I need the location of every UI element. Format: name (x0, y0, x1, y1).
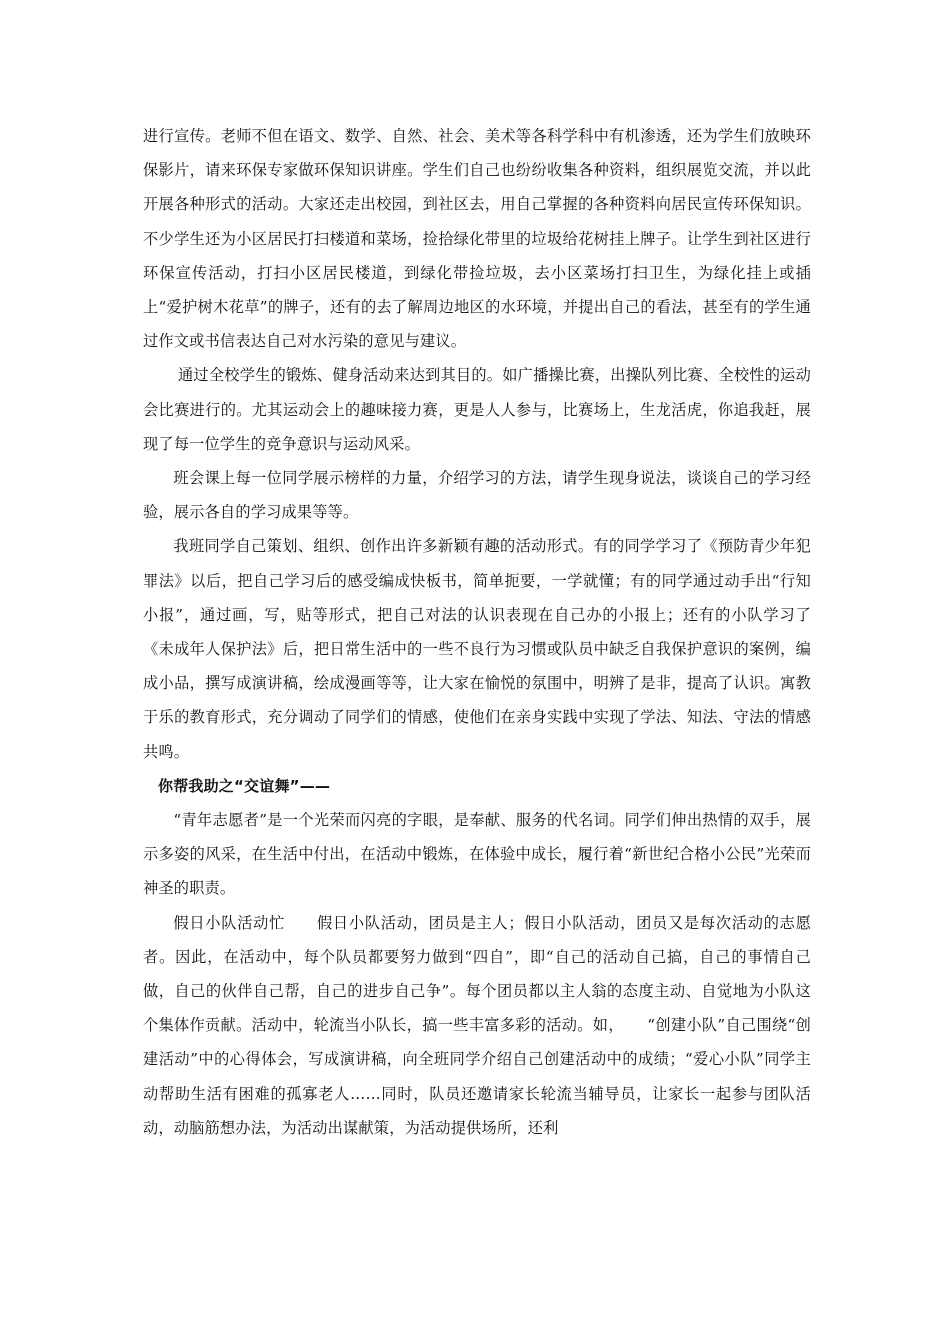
paragraph-environmental-publicity: 进行宣传。老师不但在语文、数学、自然、社会、美术等各科学科中有机渗透，还为学生们放映环保影片，请来环保专家做环保知识讲座。学生们自己也纷纷收集各种资料，组织展览交流，并以此开展各种形式的活动。大家还走出校园，到社区去，用自己掌握的各种资料向居民宣传环保知识。不少学生还为小区居民打扫楼道和菜场，捡拾绿化带里的垃圾给花树挂上牌子。让学生到社区进行环保宣传活动，打扫小区居民楼道，到绿化带捡垃圾，去小区菜场打扫卫生，为绿化挂上或插上“爱护树木花草”的牌子，还有的去了解周边地区的水环境，并提出自己的看法，甚至有的学生通过作文或书信表达自己对水污染的意见与建议。 (143, 127, 811, 351)
paragraph-law-education: 我班同学自己策划、组织、创作出许多新颖有趣的活动形式。有的同学学习了《预防青少年犯罪法》以后，把自己学习后的感受编成快板书，简单扼要，一学就懂；有的同学通过动手出“行知小报”，通过画，写，贴等形式，把自己对法的认识表现在自己办的小报上；还有的小队学习了《未成年人保护法》后，把日常生活中的一些不良行为习惯或队员中缺乏自我保护意识的案例，编成小品，撰写成演讲稿，绘成漫画等等，让大家在愉悦的氛围中，明辨了是非，提高了认识。寓教于乐的教育形式，充分调动了同学们的情感，使他们在亲身实践中实现了学法、知法、守法的情感共鸣。 (143, 537, 811, 761)
paragraph-sports-activities: 通过全校学生的锻炼、健身活动来达到其目的。如广播操比赛，出操队列比赛、全校性的运动会比赛进行的。尤其运动会上的趣味接力赛，更是人人参与，比赛场上，生龙活虎，你追我赶，展现了每一位学生的竞争意识与运动风采。 (143, 366, 811, 453)
document-page (143, 119, 811, 1145)
paragraph-youth-volunteers: “青年志愿者”是一个光荣而闪亮的字眼，是奉献、服务的代名词。同学们伸出热情的双手，展示多姿的风采，在生活中付出，在活动中锻炼，在体验中成长，履行着“新世纪合格小公民”光荣而神圣的职责。 (143, 811, 811, 898)
paragraph-class-meeting: 班会课上每一位同学展示榜样的力量，介绍学习的方法，请学生现身说法，谈谈自己的学习经验，展示各自的学习成果等等。 (143, 469, 811, 522)
section-heading: 你帮我助之“交谊舞”—— (158, 776, 331, 795)
paragraph-holiday-squad: 假日小队活动忙 假日小队活动，团员是主人；假日小队活动，团员又是每次活动的志愿者。因此，在活动中，每个队员都要努力做到“四自”，即“自己的活动自己搞，自己的事情自己做，自己的伙伴自己帮，自己的进步自己争”。每个团员都以主人翁的态度主动、自觉地为小队这个集体作贡献。活动中，轮流当小队长，搞一些丰富多彩的活动。如， “创建小队”自己围绕“创建活动”中的心得体会，写成演讲稿，向全班同学介绍自己创建活动中的成绩；“爱心小队”同学主动帮助生活有困难的孤寡老人……同时，队员还邀请家长轮流当辅导员，让家长一起参与团队活动，动脑筋想办法，为活动出谋献策，为活动提供场所，还利 (143, 913, 811, 1137)
